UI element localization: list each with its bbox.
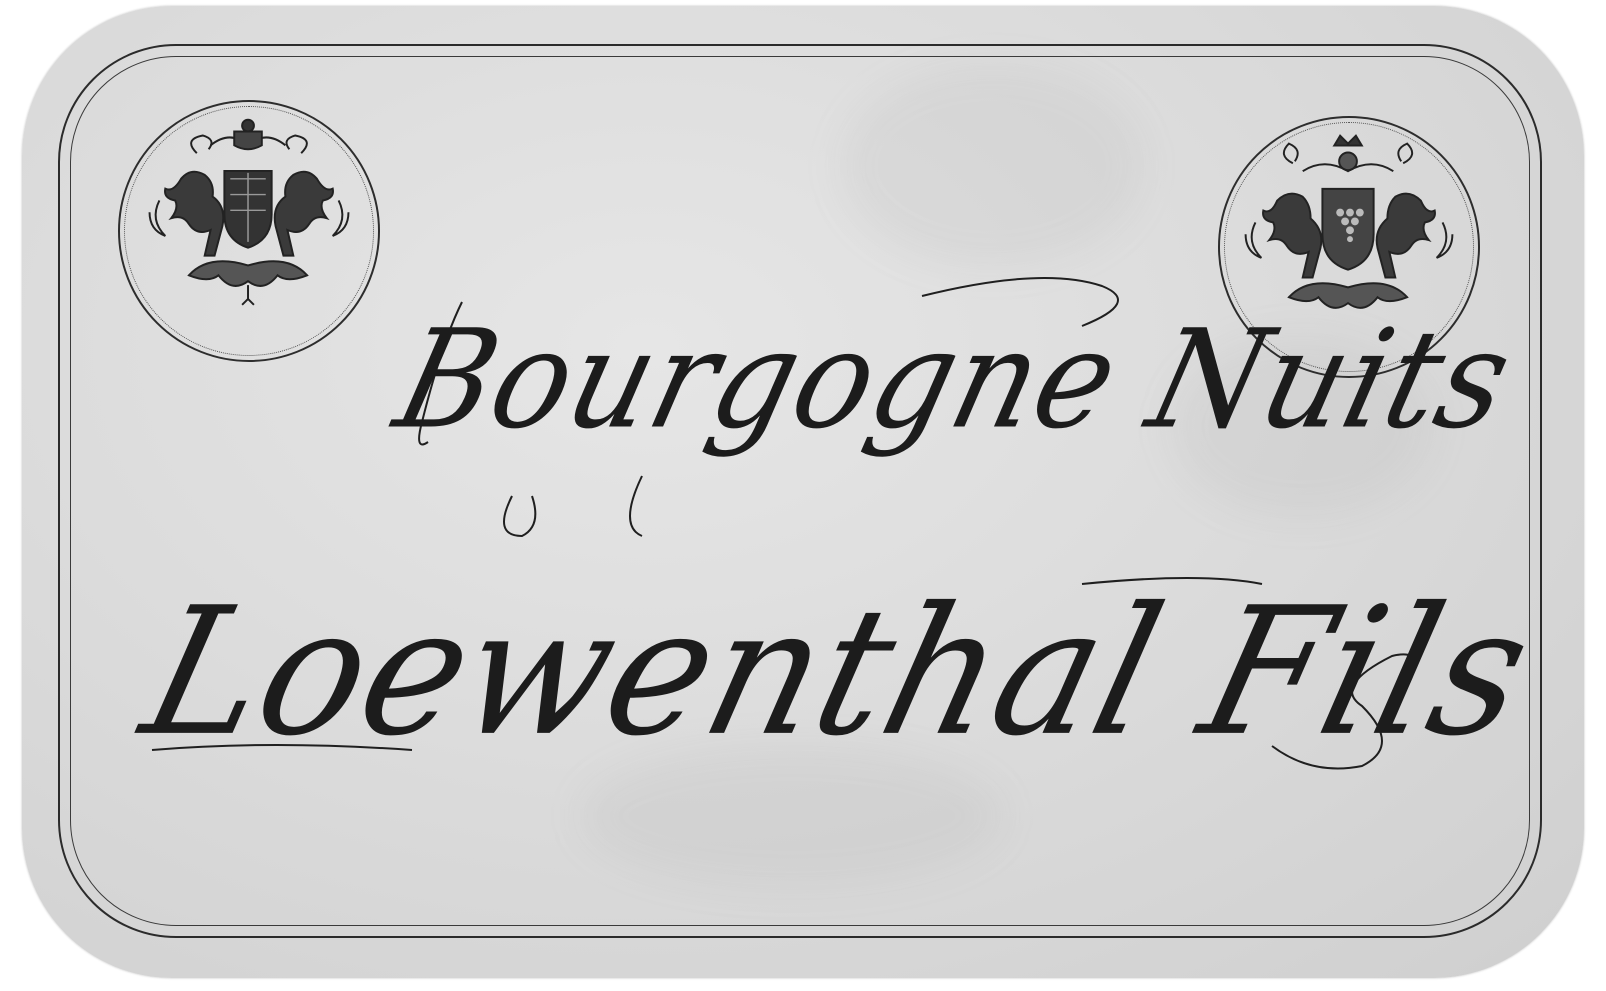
label-line-appellation: Bourgogne Nuits: [382, 300, 1527, 459]
left-coat-of-arms-icon: [120, 102, 378, 360]
wine-label: [22, 6, 1584, 978]
left-coat-of-arms-medallion: [118, 100, 380, 362]
label-line-producer: Loewenthal Fils: [126, 569, 1550, 775]
